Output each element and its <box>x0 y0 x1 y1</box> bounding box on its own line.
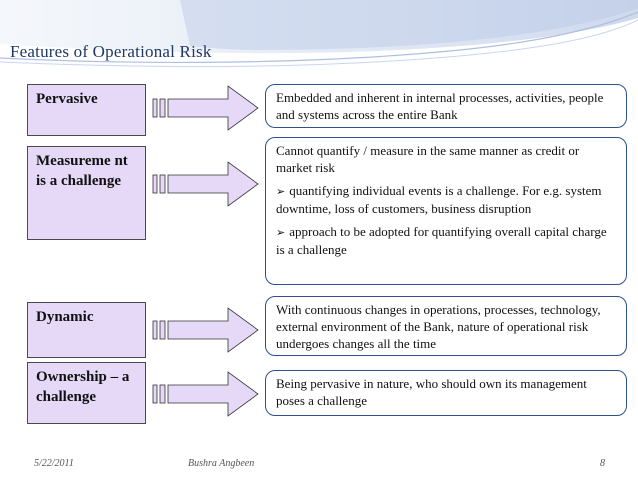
page-number: 8 <box>600 458 605 469</box>
page-title: Features of Operational Risk <box>10 42 212 61</box>
arrow-bullet-icon: ➢ <box>276 226 286 239</box>
arrow-bullet-icon: ➢ <box>276 185 286 198</box>
arrow-right-icon <box>152 370 260 418</box>
feature-box-pervasive <box>27 84 146 136</box>
description-box-measurement <box>265 137 627 285</box>
description-box-ownership <box>265 370 627 416</box>
description-text: Embedded and inherent in internal processes, activities, people and systems across the entire Bank <box>276 90 604 122</box>
bullet-item <box>276 223 616 258</box>
footer-author: Bushra Angbeen <box>188 458 255 469</box>
bullet-text: quantifying individual events is a challenge. For e.g. system downtime, loss of customers, business disruption <box>276 183 602 216</box>
description-box-dynamic <box>265 296 627 356</box>
feature-box-dynamic <box>27 302 146 358</box>
feature-label: Pervasive <box>36 91 98 107</box>
description-box-pervasive <box>265 84 627 128</box>
arrow-right-icon <box>152 306 260 354</box>
feature-box-ownership <box>27 362 146 424</box>
feature-label: Ownership – a challenge <box>36 369 130 405</box>
feature-label: Dynamic <box>36 309 94 325</box>
arrow-right-icon <box>152 160 260 208</box>
description-text: Cannot quantify / measure in the same manner as credit or market risk <box>276 143 580 175</box>
arrow-right-icon <box>152 84 260 132</box>
bullet-text: approach to be adopted for quantifying overall capital charge is a challenge <box>276 224 607 257</box>
footer-date: 5/22/2011 <box>34 458 74 469</box>
bullet-item <box>276 182 616 217</box>
description-text: Being pervasive in nature, who should own its management poses a challenge <box>276 376 587 408</box>
description-text: With continuous changes in operations, processes, technology, external environment of the Bank, nature of operational risk undergoes changes all the time <box>276 302 601 351</box>
feature-box-measurement <box>27 146 146 240</box>
header-band <box>0 0 638 72</box>
feature-label: Measureme nt is a challenge <box>36 153 128 189</box>
